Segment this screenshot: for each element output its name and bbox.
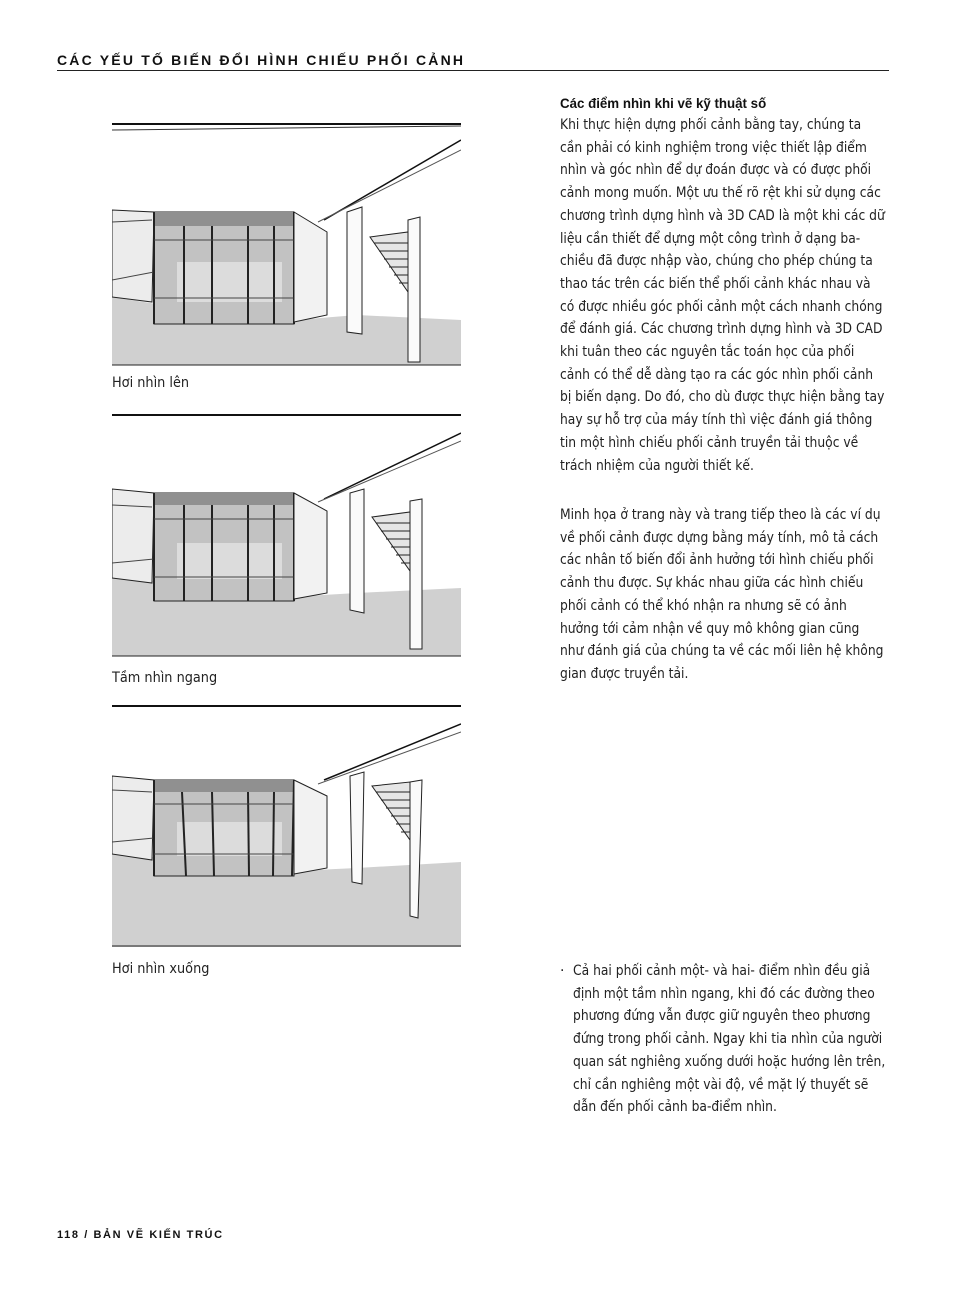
running-header: CÁC YẾU TỐ BIẾN ĐỔI HÌNH CHIẾU PHỐI CẢNH — [57, 52, 466, 68]
figure-looking-down — [112, 704, 461, 948]
bullet-text: Cả hai phối cảnh một- và hai- điểm nhìn đều giả định một tầm nhìn ngang, khi đó các đường theo phương đứng vẫn được giữ nguyên theo phương đứng trong phối cảnh. Ngay khi tia nhìn của người quan sát nghiêng xuống dưới hoặc hướng lên trên, chỉ cần nghiêng một vài độ, về mặt lý thuyết sẽ dẫn đến phối cảnh ba-điểm nhìn. — [573, 963, 886, 1116]
figure-caption-looking-up: Hơi nhìn lên — [112, 375, 190, 391]
figure-caption-eye-level: Tầm nhìn ngang — [112, 670, 218, 686]
figure-eye-level — [112, 413, 461, 658]
figure-caption-looking-down: Hơi nhìn xuống — [112, 961, 210, 977]
figure-looking-up — [112, 122, 461, 367]
page-footer: 118 / BẢN VẼ KIẾN TRÚC — [57, 1229, 224, 1241]
perspective-drawing-looking-down — [112, 704, 461, 948]
bullet-marker: · — [560, 963, 565, 979]
header-rule — [57, 70, 889, 71]
section-heading: Các điểm nhìn khi vẽ kỹ thuật số — [560, 95, 767, 111]
text-column — [560, 95, 900, 477]
paragraph-2: Minh họa ở trang này và trang tiếp theo là các ví dụ về phối cảnh được dựng bằng máy tính, mô tả cách các nhân tố biến đổi ảnh hưởng tới hình chiếu phối cảnh thu được. Sự khác nhau giữa các hình chiếu phối cảnh có thể khó nhận ra nhưng sẽ có ảnh hưởng tới cảm nhận về quy mô không gian cũng như đánh giá của chúng ta về các mối liên hệ không gian được truyền tải. — [560, 507, 884, 682]
perspective-drawing-eye-level — [112, 413, 461, 658]
paragraph-1: Khi thực hiện dựng phối cảnh bằng tay, chúng ta cần phải có kinh nghiệm trong việc thiết lập điểm nhìn và góc nhìn để dự đoán được và có được phối cảnh mong muốn. Một ưu thế rõ rệt khi sử dụng các chương trình dựng hình và 3D CAD là một khi các dữ liệu cần thiết để dựng một công trình ở dạng ba-chiều đã được nhập vào, chúng cho phép chúng ta thao tác trên các biến thể phối cảnh khác nhau và có được nhiều góc phối cảnh một cách nhanh chóng để đánh giá. Các chương trình dựng hình và 3D CAD khi tuân theo các nguyên tắc toán học của phối cảnh có thể dễ dàng tạo ra các góc nhìn phối cảnh bị biến dạng. Do đó, cho dù được thực hiện bằng tay hay sự hỗ trợ của máy tính thì việc đánh giá thông tin một hình chiếu phối cảnh truyền tải thuộc về trách nhiệm của người thiết kế. — [560, 117, 885, 474]
text-column-2 — [560, 504, 900, 686]
perspective-drawing-looking-up — [112, 122, 461, 367]
